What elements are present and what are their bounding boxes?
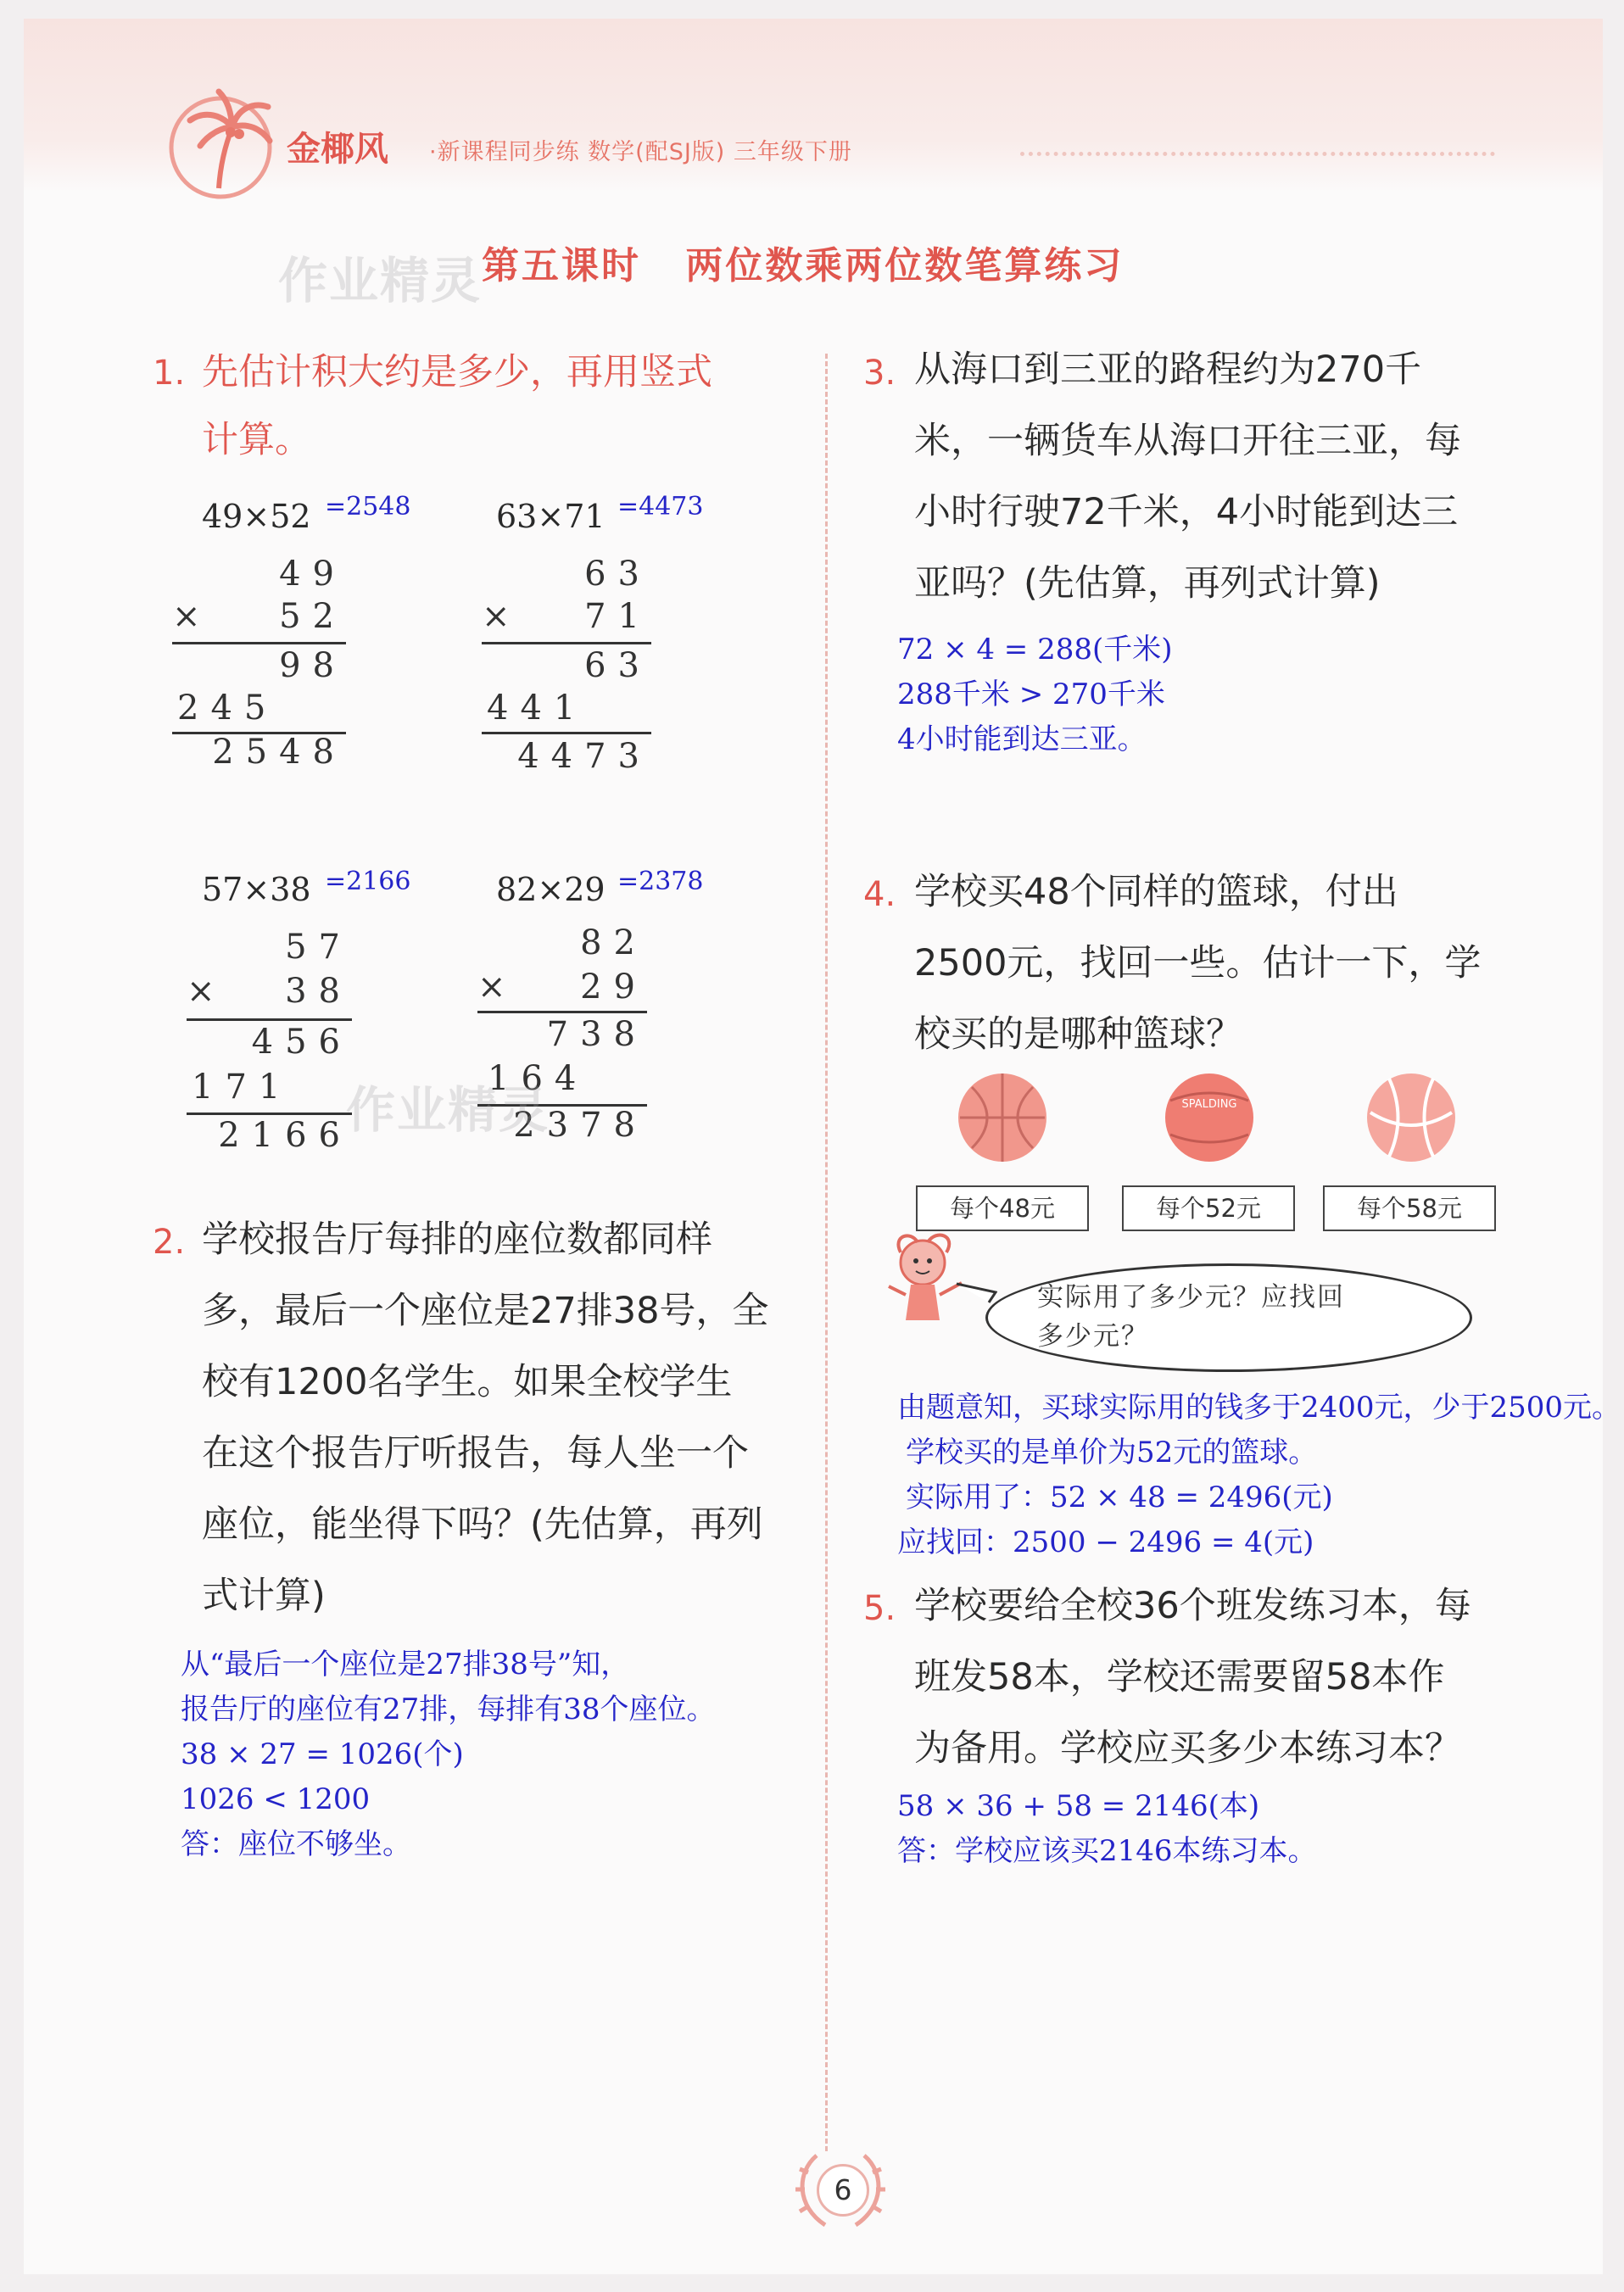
- calc-partial-2: 441: [487, 689, 588, 728]
- q3-answer: [897, 627, 1173, 762]
- answer-line: 答：学校应该买2146本练习本。: [897, 1834, 1317, 1868]
- q4-answer: [897, 1386, 1621, 1565]
- q5-line: 学校要给全校36个班发练习本，每: [914, 1585, 1471, 1627]
- calc-rule: [187, 1113, 352, 1115]
- calc-partial-2: 171: [192, 1068, 293, 1107]
- coconut-tree-logo-icon: [159, 78, 287, 205]
- calc-partial-1: 98: [279, 646, 346, 685]
- workbook-page: [24, 19, 1621, 2274]
- q5-line: 班发58本，学校还需要留58本作: [914, 1656, 1445, 1698]
- q4-text: [914, 856, 1481, 1070]
- q2-line: 在这个报告厅听报告，每人坐一个: [202, 1432, 749, 1475]
- q3-number: 3.: [863, 354, 896, 393]
- q1-expression-answer: =4473: [617, 492, 704, 521]
- watermark: 作业精灵: [346, 1081, 550, 1139]
- q1-expression: 57×38: [202, 871, 311, 908]
- calc-product: 2548: [212, 733, 346, 772]
- q1-expression-answer: =2166: [325, 867, 411, 896]
- q3-line: 亚吗？(先估算，再列式计算): [914, 562, 1381, 605]
- calc-multiplicand: 82: [580, 923, 647, 962]
- basketball-icon: [1162, 1070, 1257, 1165]
- times-sign: ×: [477, 968, 506, 1007]
- calc-partial-1: 456: [251, 1023, 352, 1062]
- q1-expression-answer: =2378: [617, 867, 704, 896]
- price-label: 每个52元: [1122, 1185, 1295, 1231]
- answer-line: 4小时能到达三亚。: [897, 722, 1147, 756]
- q2-line: 多，最后一个座位是27排38号，全: [202, 1290, 769, 1332]
- q3-text: [914, 334, 1461, 619]
- q5-number: 5.: [863, 1589, 896, 1628]
- vertical-calculation: [172, 557, 346, 786]
- brand-name: 金椰风: [287, 130, 388, 169]
- q2-answer: [181, 1642, 716, 1867]
- calc-multiplier: 29: [580, 968, 647, 1007]
- q3-line: 从海口到三亚的路程约为270千: [914, 349, 1422, 391]
- q2-line: 座位，能坐得下吗？(先估算，再列: [202, 1503, 763, 1546]
- speech-bubble-text: [1037, 1278, 1345, 1356]
- calc-multiplicand: 49: [279, 555, 346, 594]
- q1-expression-answer: =2548: [325, 492, 411, 521]
- lesson-title: 第五课时 两位数乘两位数笔算练习: [482, 244, 1125, 287]
- q2-line: 学校报告厅每排的座位数都同样: [202, 1218, 712, 1261]
- answer-line: 报告厅的座位有27排，每排有38个座位。: [181, 1693, 716, 1726]
- times-sign: ×: [482, 597, 511, 636]
- answer-line: 学校买的是单价为52元的篮球。: [906, 1436, 1318, 1469]
- answer-line: 288千米 > 270千米: [897, 678, 1165, 711]
- calc-multiplicand: 57: [285, 928, 352, 967]
- calc-multiplier: 38: [285, 972, 352, 1011]
- page-number: 6: [817, 2164, 869, 2217]
- answer-line: 实际用了：52 × 48 = 2496(元): [906, 1481, 1333, 1514]
- calc-product: 4473: [517, 737, 651, 776]
- answer-line: 由题意知，买球实际用的钱多于2400元，少于2500元。: [897, 1391, 1621, 1425]
- calc-multiplier: 52: [279, 597, 346, 636]
- answer-line: 答：座位不够坐。: [181, 1827, 411, 1861]
- calc-multiplicand: 63: [584, 555, 651, 594]
- q2-line: 式计算): [202, 1575, 326, 1617]
- answer-line: 38 × 27 = 1026(个): [181, 1737, 464, 1771]
- price-label: 每个58元: [1323, 1185, 1496, 1231]
- calc-rule: [482, 642, 651, 644]
- times-sign: ×: [187, 972, 215, 1011]
- series-title: ·新课程同步练 数学(配SJ版) 三年级下册: [429, 139, 852, 165]
- q4-line: 学校买48个同样的篮球，付出: [914, 871, 1398, 913]
- column-divider: [825, 354, 828, 2151]
- q5-answer: [897, 1784, 1317, 1874]
- q1-expression: 63×71: [496, 498, 606, 535]
- watermark: 作业精灵: [278, 252, 483, 310]
- calc-rule: [482, 732, 651, 734]
- q5-text: [914, 1570, 1471, 1784]
- price-label: 每个48元: [916, 1185, 1089, 1231]
- calc-multiplier: 71: [584, 597, 651, 636]
- basketball-icon: [955, 1070, 1050, 1165]
- q1-number: 1.: [153, 354, 186, 393]
- answer-line: 从“最后一个座位是27排38号”知，: [181, 1648, 630, 1681]
- times-sign: ×: [172, 597, 201, 636]
- q3-line: 米，一辆货车从海口开往三亚，每: [914, 420, 1461, 462]
- q1-line-1: 先估计积大约是多少，再用竖式: [202, 351, 712, 393]
- q1-expression: 49×52: [202, 498, 311, 535]
- ball-brand-label: SPALDING: [1181, 1098, 1237, 1111]
- vertical-calculation: [187, 930, 352, 1168]
- hint-line: 多少元？: [1037, 1321, 1149, 1352]
- calc-partial-1: 738: [546, 1015, 647, 1054]
- calc-partial-2: 164: [488, 1059, 589, 1098]
- answer-line: 72 × 4 = 288(千米): [897, 633, 1173, 666]
- calc-product: 2166: [218, 1116, 352, 1155]
- calc-product: 2378: [513, 1106, 647, 1145]
- q4-line: 校买的是哪种篮球？: [914, 1013, 1242, 1056]
- hint-line: 实际用了多少元？应找回: [1037, 1282, 1345, 1313]
- header-dotted-line: [1020, 152, 1495, 156]
- answer-line: 应找回：2500 − 2496 = 4(元): [897, 1525, 1314, 1559]
- calc-rule: [187, 1018, 352, 1021]
- vertical-calculation: [482, 557, 651, 786]
- calc-partial-2: 245: [177, 689, 278, 728]
- q2-line: 校有1200名学生。如果全校学生: [202, 1361, 733, 1403]
- calc-rule: [477, 1011, 647, 1013]
- q4-number: 4.: [863, 875, 896, 914]
- q4-line: 2500元，找回一些。估计一下，学: [914, 942, 1482, 984]
- q1-expression: 82×29: [496, 871, 606, 908]
- q2-text: [202, 1204, 768, 1631]
- q1-line-2: 计算。: [202, 419, 311, 461]
- basketball-icon: [1364, 1070, 1459, 1165]
- answer-line: 58 × 36 + 58 = 2146(本): [897, 1789, 1260, 1823]
- q3-line: 小时行驶72千米，4小时能到达三: [914, 491, 1459, 533]
- calc-partial-1: 63: [584, 646, 651, 685]
- q5-line: 为备用。学校应买多少本练习本？: [914, 1727, 1461, 1770]
- calc-rule: [172, 642, 346, 644]
- speech-bubble-tail: [955, 1280, 997, 1306]
- answer-line: 1026 < 1200: [181, 1782, 371, 1816]
- q2-number: 2.: [153, 1223, 186, 1262]
